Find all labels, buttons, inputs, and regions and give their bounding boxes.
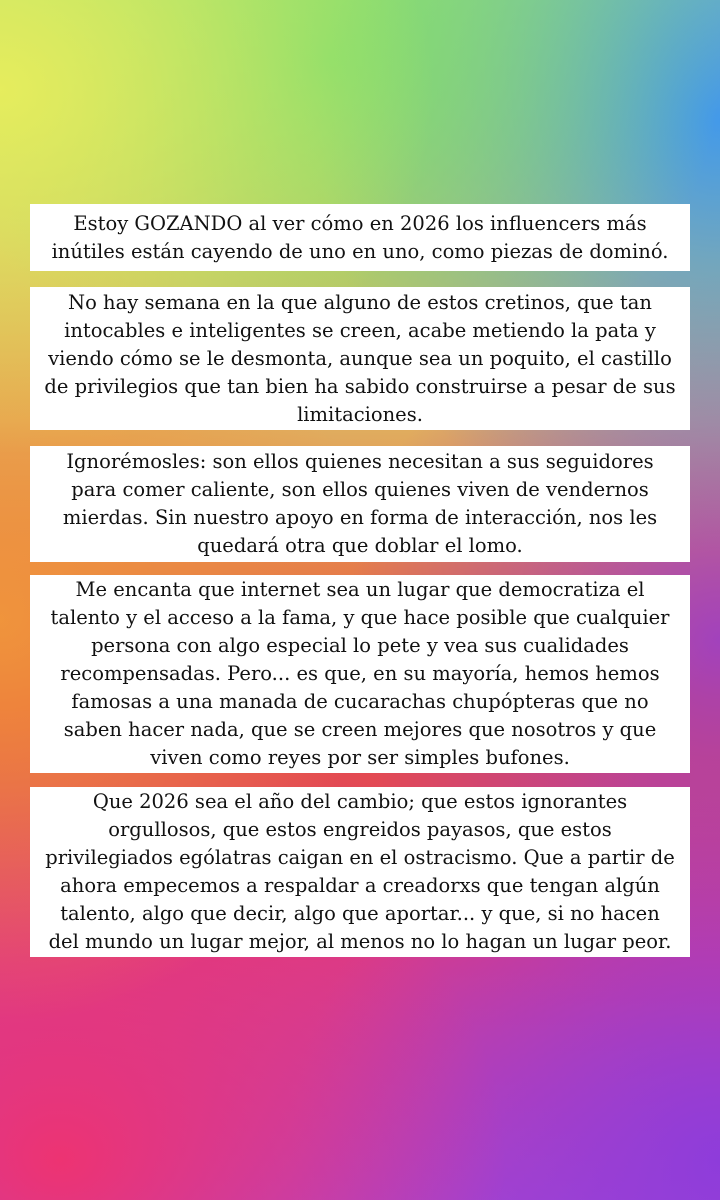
text-card-intro <box>30 204 690 271</box>
text-card-week <box>30 287 690 430</box>
text-card-change <box>30 787 690 957</box>
text-card-internet-text: Me encanta que internet sea un lugar que democratiza el talento y el acceso a la fama, y que hace posible que cualquier persona con algo especial lo pete y vea sus cualidades recompensadas. Pero... es que, en su mayoría, hemos hemos famosas a una manada de cucarachas chupópteras que no saben hacer nada, que se creen mejores que nosotros y que viven como reyes por ser simples bufones. <box>50 578 670 769</box>
text-card-intro-text: Estoy GOZANDO al ver cómo en 2026 los influencers más inútiles están cayendo de uno en uno, como piezas de dominó. <box>51 211 669 263</box>
text-card-internet <box>30 575 690 773</box>
text-card-ignore <box>30 446 690 562</box>
text-card-week-text: No hay semana en la que alguno de estos cretinos, que tan intocables e inteligentes se creen, acabe metiendo la pata y viendo cómo se le desmonta, aunque sea un poquito, el castillo de privilegios que tan bien ha sabido construirse a pesar de sus limitaciones. <box>44 290 676 426</box>
text-card-ignore-text: Ignorémosles: son ellos quienes necesitan a sus seguidores para comer caliente, son ellos quienes viven de vendernos mierdas. Sin nuestro apoyo en forma de interacción, nos les quedará otra que doblar el lomo. <box>62 450 658 557</box>
text-card-change-text: Que 2026 sea el año del cambio; que estos ignorantes orgullosos, que estos engreidos payasos, que estos privilegiados ególatras caigan en el ostracismo. Que a partir de ahora empecemos a respaldar a creadorxs que tengan algún talento, algo que decir, algo que aportar... y que, si no hacen del mundo un lugar mejor, al menos no lo hagan un lugar peor. <box>45 790 675 953</box>
